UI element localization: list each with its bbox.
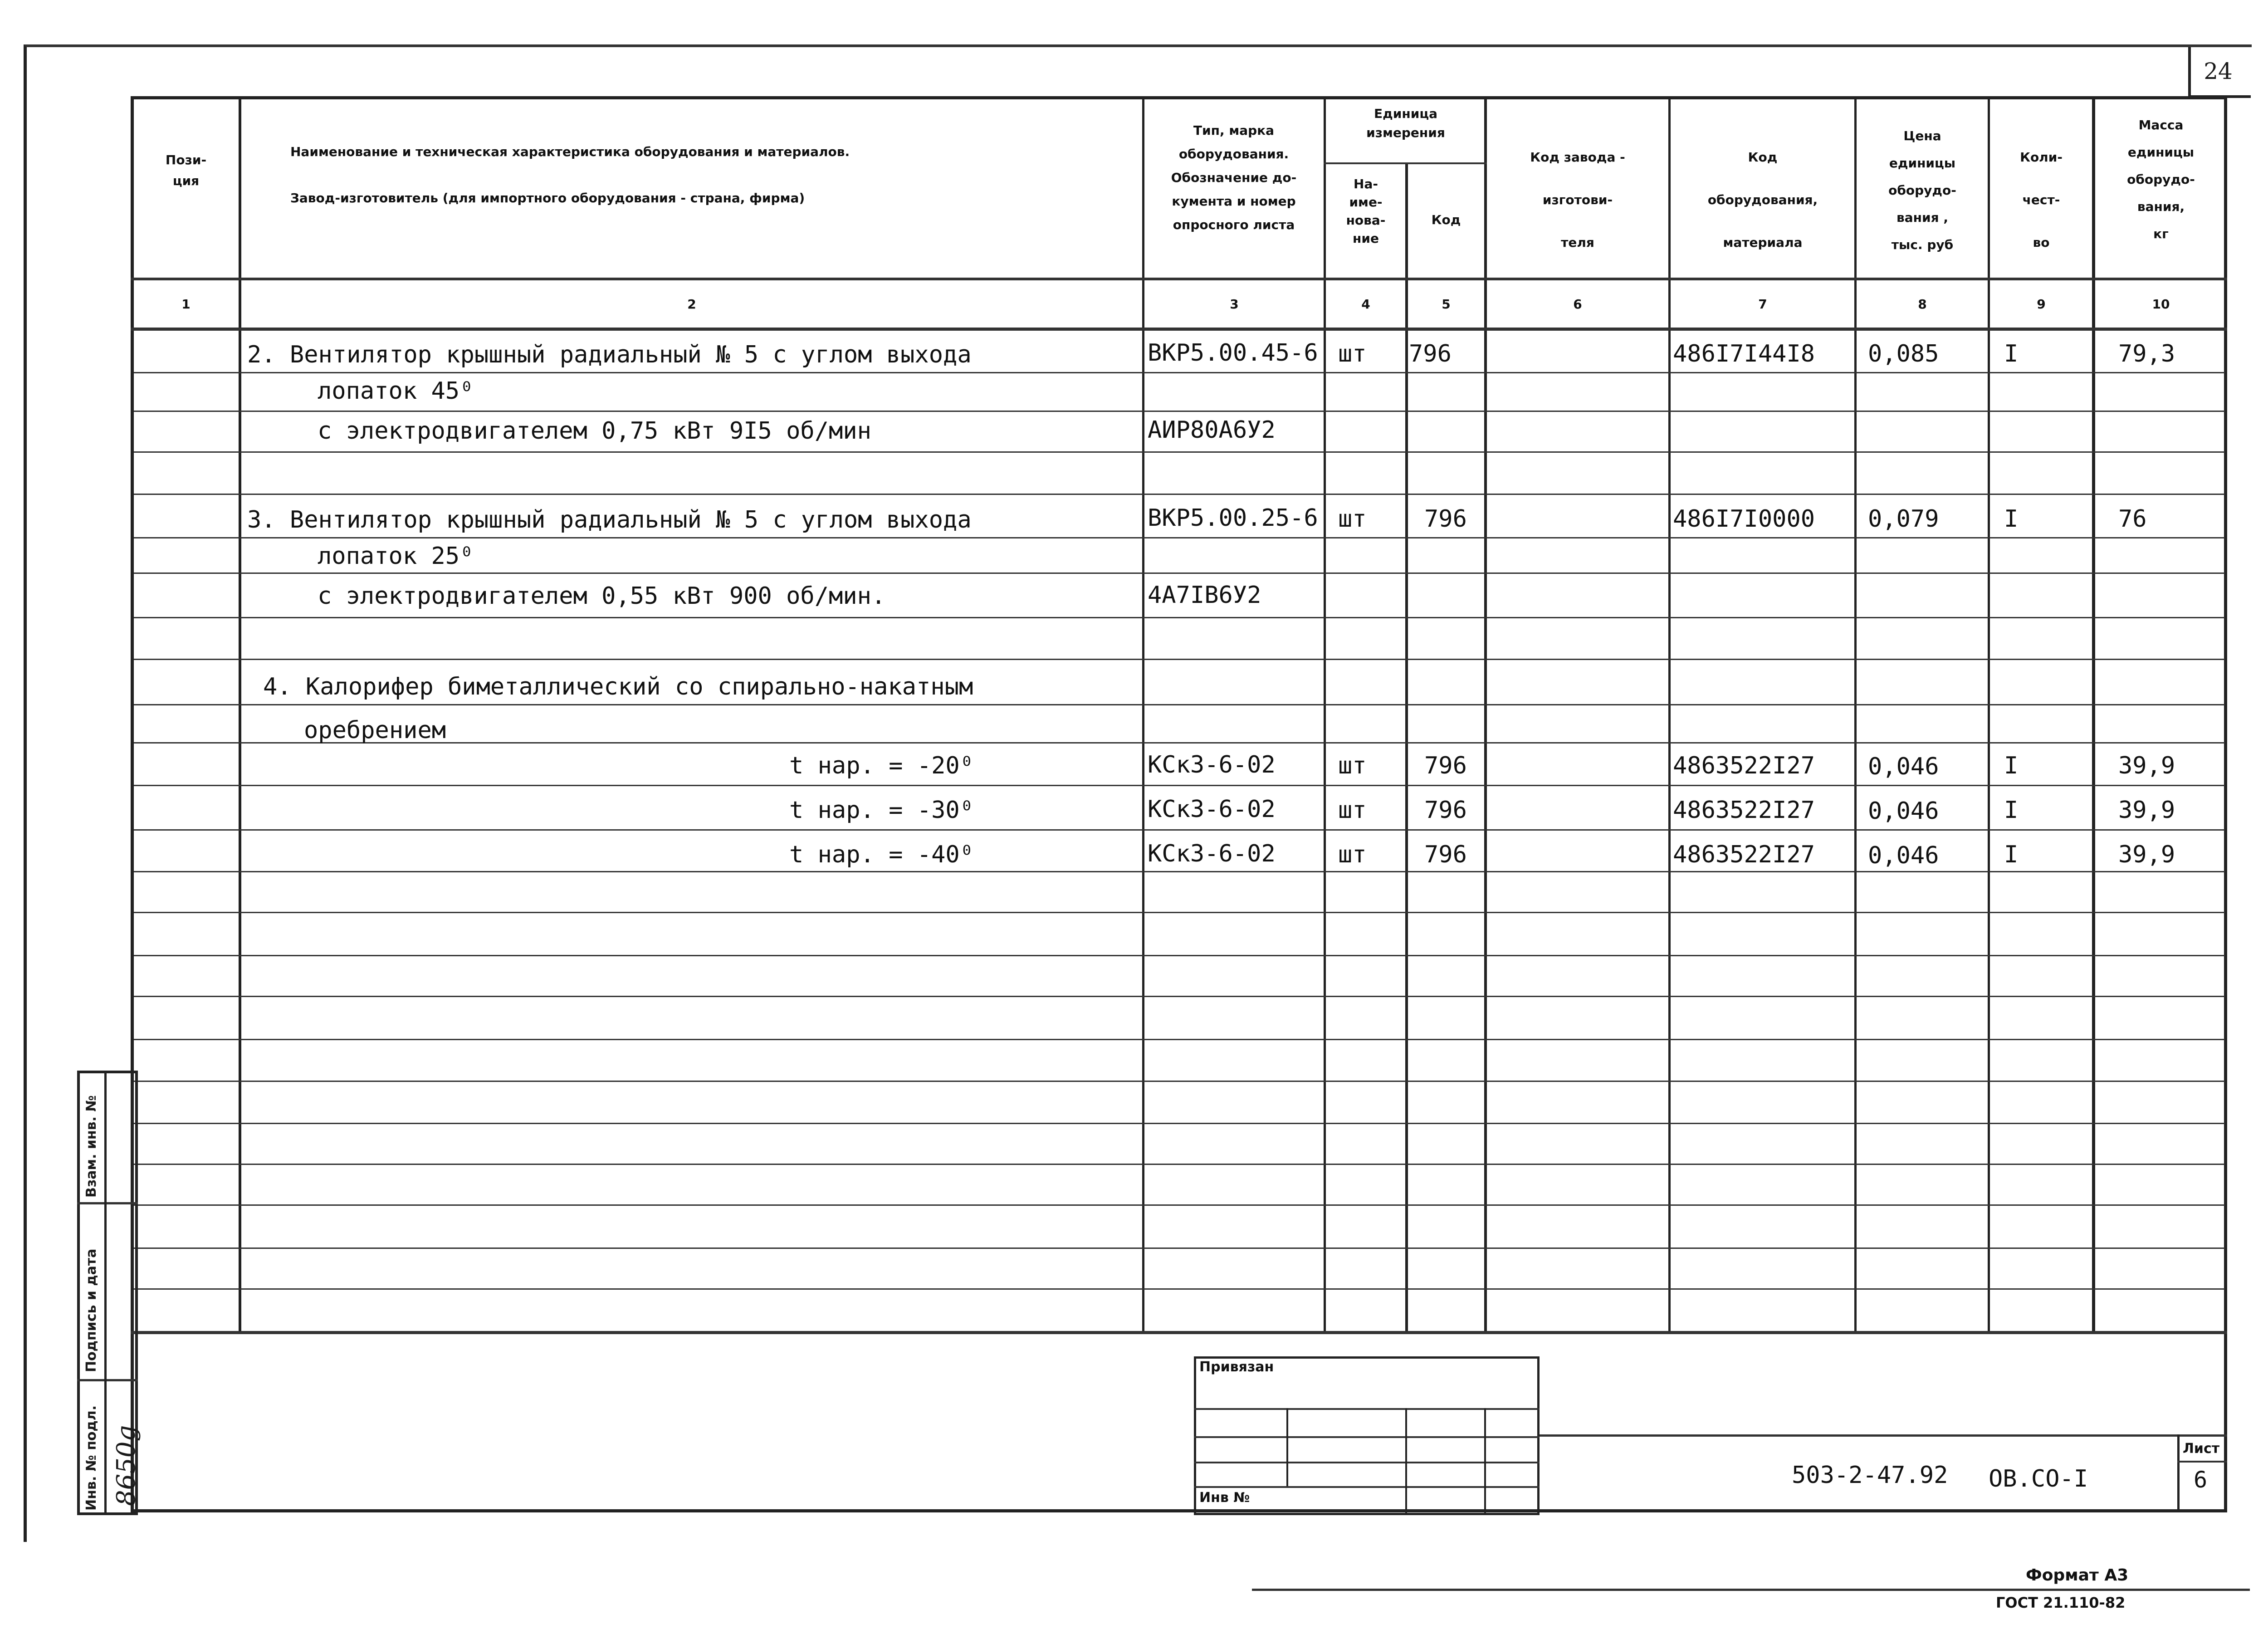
row-4b-qty: I: [2004, 797, 2019, 824]
row-line-15: [134, 955, 2225, 956]
row-4b-eq-code: 4863522I27: [1673, 797, 1815, 824]
row-line-9: [134, 704, 2225, 705]
col-divider-3: [1324, 96, 1326, 1332]
side-stamp-vline: [104, 1071, 107, 1515]
col-divider-6: [1668, 96, 1671, 1332]
row-line-20: [134, 1164, 2225, 1165]
privyazan-line-4: [1194, 1486, 1540, 1488]
row-4b-code: 796: [1424, 797, 1467, 824]
row-4a-qty: I: [2004, 752, 2019, 779]
side-podpis: Подпись и дата: [83, 1248, 99, 1372]
row-4c-unit: шт: [1338, 841, 1367, 868]
row-4a-mass: 39,9: [2118, 752, 2175, 779]
row-3-motor-type: 4А7IВ6У2: [1148, 582, 1261, 609]
list-number: 6: [2194, 1467, 2208, 1493]
row-4c-mass: 39,9: [2118, 841, 2175, 868]
row-line-14: [134, 912, 2225, 913]
colnum-5: 5: [1442, 297, 1451, 312]
row-2-motor-type: АИР80А6У2: [1148, 416, 1276, 444]
header-factory-code: Код завода - изготови- теля: [1530, 150, 1625, 250]
row-2-name-cont: лопаток 45⁰: [318, 377, 474, 405]
colnum-7: 7: [1758, 297, 1767, 312]
row-2-price: 0,085: [1868, 340, 1939, 367]
row-line-21: [134, 1204, 2225, 1206]
row-line-19: [134, 1123, 2225, 1124]
inv-no-label: Инв №: [1199, 1490, 1250, 1506]
unit-header-divider: [1324, 162, 1487, 164]
privyazan-vline-2: [1405, 1408, 1407, 1515]
privyazan-line-2: [1194, 1436, 1540, 1438]
row-line-16: [134, 996, 2225, 997]
row-3-price: 0,079: [1868, 505, 1939, 533]
row-3-unit: шт: [1338, 505, 1367, 533]
header-position: Пози- ция: [165, 152, 207, 188]
row-4-name: 4. Калорифер биметаллический со спирально-накатным: [263, 673, 973, 700]
row-4c-temp: t нар. = -40⁰: [789, 841, 974, 868]
document-mark: ОВ.СО-I: [1989, 1465, 2088, 1492]
colnum-1: 1: [181, 297, 191, 312]
row-4b-mass: 39,9: [2118, 797, 2175, 824]
row-3-motor: с электродвигателем 0,55 кВт 900 об/мин.: [318, 582, 886, 610]
row-4c-code: 796: [1424, 841, 1467, 868]
row-2-type: ВКР5.00.45-6: [1148, 339, 1318, 367]
gost-label: ГОСТ 21.110-82: [1996, 1594, 2126, 1611]
row-line-17: [134, 1039, 2225, 1040]
row-2-motor: с электродвигателем 0,75 кВт 9I5 об/мин: [318, 417, 871, 445]
colnum-4: 4: [1361, 297, 1370, 312]
row-line-3: [134, 451, 2225, 453]
side-vzam: Взам. инв. №: [83, 1095, 99, 1198]
row-line-10: [134, 742, 2225, 744]
col-divider-5: [1484, 96, 1487, 1332]
col-divider-7: [1854, 96, 1857, 1332]
row-4b-price: 0,046: [1868, 797, 1939, 825]
row-line-1: [134, 372, 2225, 373]
format-label: Формат А3: [2026, 1566, 2129, 1585]
row-line-13: [134, 871, 2225, 872]
row-2-eq-code: 486I7I44I8: [1673, 340, 1815, 367]
row-4b-temp: t нар. = -30⁰: [789, 797, 974, 824]
row-2-qty: I: [2004, 340, 2019, 367]
header-unit-name: На- име- нова- ние: [1346, 176, 1386, 246]
row-3-name: 3. Вентилятор крышный радиальный № 5 с углом выхода: [247, 506, 972, 533]
col-divider-1: [239, 96, 241, 1332]
colnum-9: 9: [2037, 297, 2046, 312]
row-4-name-cont: оребрением: [304, 717, 446, 744]
colnum-6: 6: [1573, 297, 1582, 312]
list-divider: [2177, 1434, 2180, 1512]
privyazan-line-1: [1194, 1408, 1540, 1410]
document-code: 503-2-47.92: [1792, 1462, 1948, 1489]
header-type: Тип, марка оборудования. Обозначение до- кумента и номер опросного листа: [1171, 123, 1297, 232]
row-4a-temp: t нар. = -20⁰: [789, 752, 974, 779]
row-3-mass: 76: [2118, 505, 2147, 533]
sheet-number: 24: [2204, 58, 2233, 84]
row-line-18: [134, 1081, 2225, 1082]
header-equipment-code: Код оборудования, материала: [1707, 150, 1818, 250]
colnum-3: 3: [1230, 297, 1239, 312]
row-2-code: 796: [1409, 340, 1452, 367]
side-inv-value: 8650g: [112, 1425, 141, 1506]
header-quantity: Коли- чест- во: [2020, 150, 2063, 250]
row-line-11: [134, 785, 2225, 786]
row-4c-price: 0,046: [1868, 842, 1939, 869]
row-4a-unit: шт: [1338, 752, 1367, 779]
col-divider-4: [1405, 163, 1408, 1332]
row-line-2: [134, 411, 2225, 412]
row-4c-eq-code: 4863522I27: [1673, 841, 1815, 868]
row-4a-code: 796: [1424, 752, 1467, 779]
row-4b-unit: шт: [1338, 797, 1367, 824]
privyazan-vline-3: [1484, 1408, 1486, 1515]
row-2-unit: шт: [1338, 340, 1367, 367]
privyazan-vline-1: [1286, 1408, 1288, 1486]
header-price: Цена единицы оборудо- вания , тыс. руб: [1888, 128, 1956, 252]
colnum-10: 10: [2152, 297, 2170, 312]
row-line-8: [134, 659, 2225, 660]
row-4c-qty: I: [2004, 841, 2019, 868]
stamp-top-line: [1540, 1434, 2227, 1437]
colnum-bottom-line: [131, 328, 2227, 331]
side-stamp-line-1: [77, 1202, 138, 1204]
row-3-type: ВКР5.00.25-6: [1148, 504, 1318, 532]
row-4b-type: КСк3-6-02: [1148, 796, 1276, 823]
header-unit: Единица измерения: [1366, 106, 1445, 140]
privyazan-line-3: [1194, 1462, 1540, 1463]
header-name-line1: Наименование и техническая характеристика оборудования и материалов.: [290, 144, 850, 159]
row-line-7: [134, 617, 2225, 618]
row-line-6: [134, 572, 2225, 574]
row-4a-eq-code: 4863522I27: [1673, 752, 1815, 779]
col-divider-9: [2092, 96, 2095, 1332]
row-2-name: 2. Вентилятор крышный радиальный № 5 с углом выхода: [247, 341, 972, 368]
list-label: Лист: [2183, 1441, 2220, 1457]
privyazan-label: Привязан: [1199, 1359, 1274, 1375]
row-line-23: [134, 1288, 2225, 1290]
row-4a-price: 0,046: [1868, 753, 1939, 780]
row-3-eq-code: 486I7I0000: [1673, 505, 1815, 533]
row-line-4: [134, 494, 2225, 495]
row-line-12: [134, 829, 2225, 831]
colnum-2: 2: [687, 297, 696, 312]
data-area-bottom: [131, 1331, 2227, 1334]
row-3-qty: I: [2004, 505, 2019, 533]
header-unit-code: Код: [1431, 212, 1461, 227]
col-divider-2: [1142, 96, 1144, 1332]
footer-line: [1252, 1589, 2250, 1591]
row-3-name-cont: лопаток 25⁰: [318, 543, 474, 570]
row-line-22: [134, 1248, 2225, 1249]
row-2-mass: 79,3: [2118, 340, 2175, 367]
row-3-code: 796: [1424, 505, 1467, 533]
row-4a-type: КСк3-6-02: [1148, 751, 1276, 778]
side-stamp-line-2: [77, 1379, 138, 1381]
header-mass: Масса единицы оборудо- вания, кг: [2127, 117, 2195, 241]
list-label-line: [2177, 1461, 2227, 1463]
side-inv-podl: Инв. № подл.: [83, 1405, 99, 1511]
colnum-8: 8: [1918, 297, 1927, 312]
header-bottom-line: [131, 278, 2227, 280]
header-name-line2: Завод-изготовитель (для импортного оборудования - страна, фирма): [290, 191, 805, 205]
col-divider-8: [1988, 96, 1990, 1332]
row-line-5: [134, 537, 2225, 538]
row-4c-type: КСк3-6-02: [1148, 840, 1276, 867]
